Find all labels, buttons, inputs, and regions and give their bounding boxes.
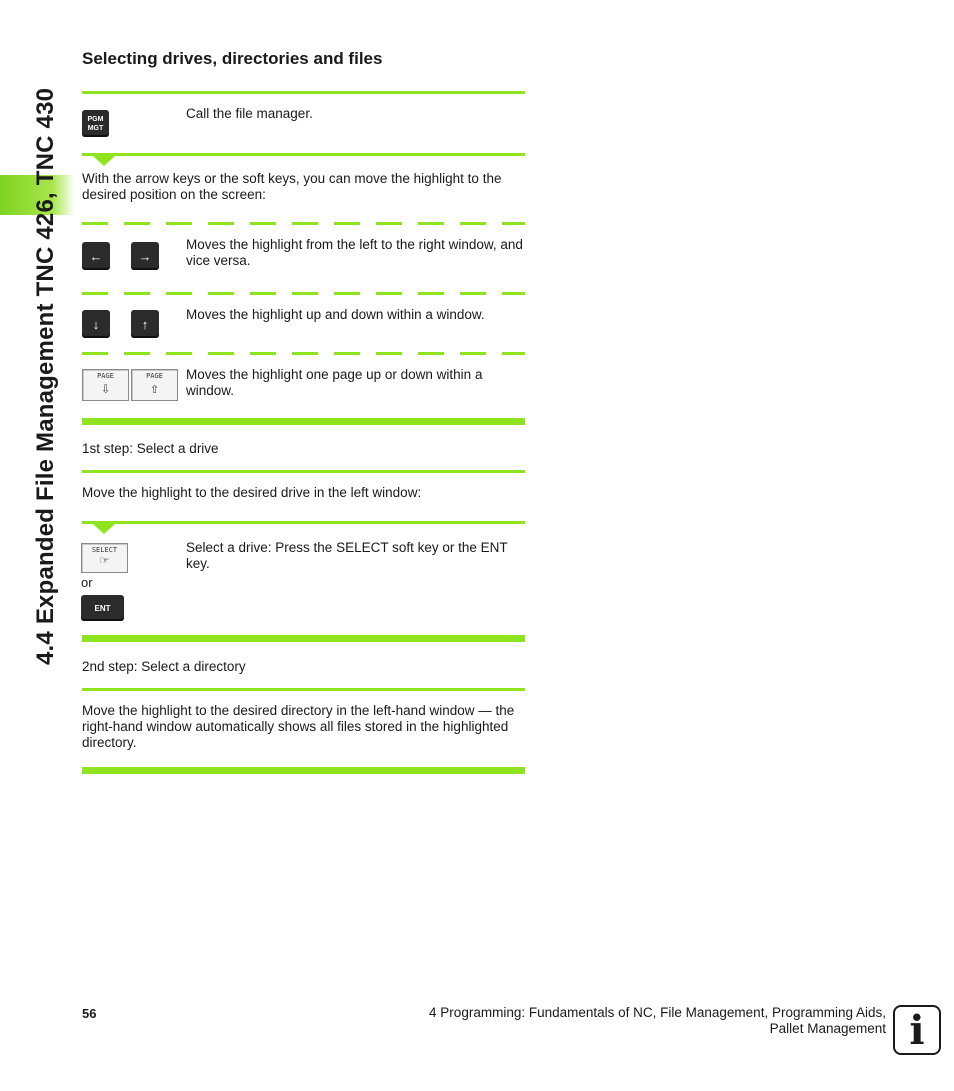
or-text: or xyxy=(81,575,93,590)
arrow-up-icon: ↑ xyxy=(141,316,149,332)
pointer-arrow-icon xyxy=(93,156,115,166)
arrow-left-key[interactable] xyxy=(82,242,110,270)
section-bar xyxy=(82,418,525,425)
dashed-divider xyxy=(82,222,525,225)
divider-bar xyxy=(82,688,525,691)
step1-instruction: Move the highlight to the desired drive in the left window: xyxy=(82,485,422,500)
arrow-down-icon: ↓ xyxy=(92,316,100,332)
page-up-icon: ⇧ xyxy=(149,379,160,397)
step2-instruction: Move the highlight to the desired directory in the left-hand window — the right-hand window automatically shows all files stored in the highlighted directory. xyxy=(82,703,515,750)
step1-title: 1st step: Select a drive xyxy=(82,441,219,456)
section-bar xyxy=(82,767,525,774)
page-up-softkey[interactable] xyxy=(131,369,178,401)
call-file-manager-text: Call the file manager. xyxy=(186,106,313,121)
info-icon xyxy=(893,1005,941,1055)
page-down-softkey[interactable] xyxy=(82,369,129,401)
divider-bar xyxy=(82,153,525,156)
chapter-footer: 4 Programming: Fundamentals of NC, File Management, Programming Aids, Pallet Management xyxy=(429,1005,886,1036)
page-up-label: PAGE xyxy=(146,372,163,380)
left-right-text: Moves the highlight from the left to the right window, and vice versa. xyxy=(186,237,523,268)
arrow-up-key[interactable] xyxy=(131,310,159,338)
divider-bar xyxy=(82,521,525,524)
section-bar xyxy=(82,635,525,642)
select-label: SELECT xyxy=(91,546,118,554)
page-number: 56 xyxy=(82,1006,97,1021)
arrow-intro-text: With the arrow keys or the soft keys, you can move the highlight to the desired position on the screen: xyxy=(82,171,502,202)
page-down-label: PAGE xyxy=(97,372,114,380)
dashed-divider xyxy=(82,352,525,355)
ent-key[interactable]: ENT xyxy=(81,595,124,621)
arrow-left-icon: ← xyxy=(89,248,103,264)
up-down-text: Moves the highlight up and down within a window. xyxy=(186,307,485,322)
select-hand-icon: ☞ xyxy=(100,553,109,569)
chapter-side-title: 4.4 Expanded File Management TNC 426, TNC 430 xyxy=(32,87,59,665)
section-heading: Selecting drives, directories and files xyxy=(82,49,383,68)
select-drive-text: Select a drive: Press the SELECT soft key or the ENT key. xyxy=(186,540,508,571)
pgm-mgt-key[interactable]: PGM MGT xyxy=(82,110,109,137)
step2-title: 2nd step: Select a directory xyxy=(82,659,246,674)
dashed-divider xyxy=(82,292,525,295)
arrow-down-key[interactable] xyxy=(82,310,110,338)
pointer-arrow-icon xyxy=(93,524,115,534)
page-text: Moves the highlight one page up or down within a window. xyxy=(186,367,483,398)
divider-bar xyxy=(82,470,525,473)
arrow-right-key[interactable] xyxy=(131,242,159,270)
arrow-right-icon: → xyxy=(138,248,152,264)
page-down-icon: ⇩ xyxy=(100,379,111,397)
select-softkey[interactable] xyxy=(81,543,128,573)
info-letter: i xyxy=(909,1006,925,1054)
divider-bar xyxy=(82,91,525,94)
